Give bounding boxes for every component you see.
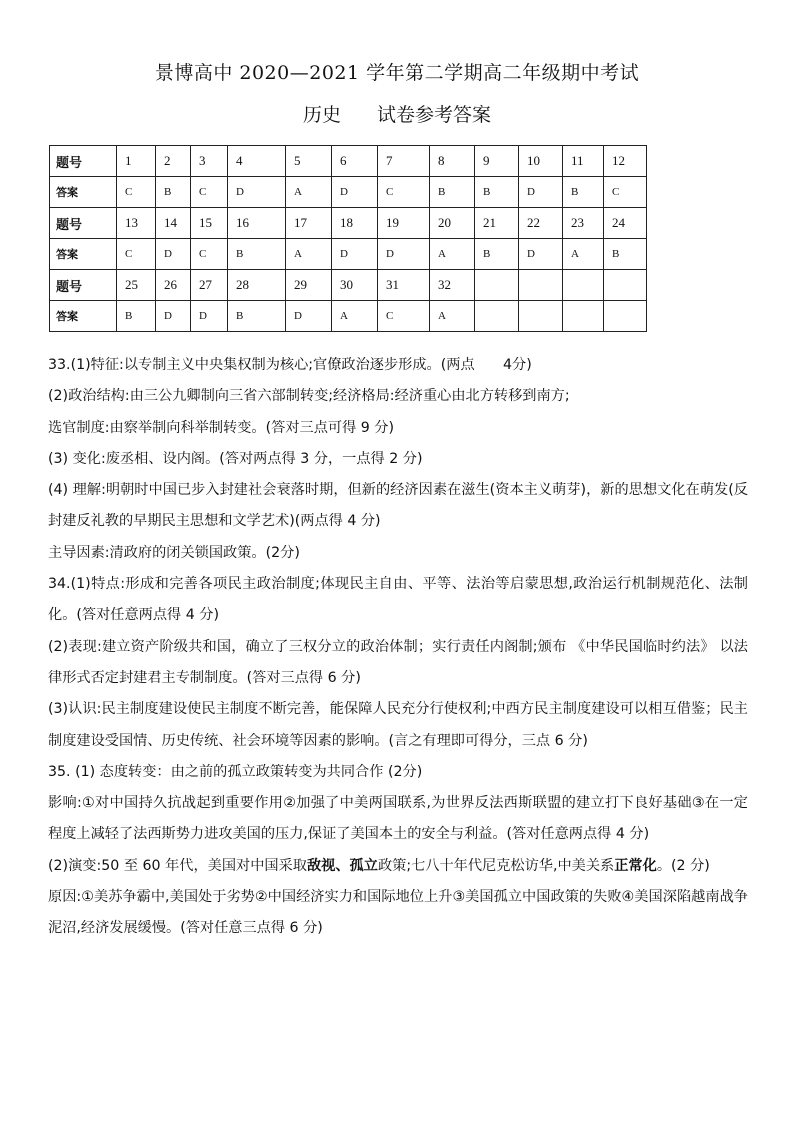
table-cell: D xyxy=(332,239,378,270)
table-cell xyxy=(519,301,563,332)
table-cell: 17 xyxy=(286,208,332,239)
table-cell: 8 xyxy=(430,146,475,177)
answer-table xyxy=(49,145,647,332)
q35-part1-impact: 影响:①对中国持久抗战起到重要作用②加强了中美两国联系,为世界反法西斯联盟的建立打下良好基础③在一定程度上减轻了法西斯势力进攻美国的压力,保证了美国本土的安全与利益。(答对任意两点得 4 分) xyxy=(48,795,748,843)
table-row xyxy=(50,177,647,208)
table-cell: B xyxy=(228,301,286,332)
table-cell: 23 xyxy=(563,208,604,239)
q33-part1: 33.(1)特征:以专制主义中央集权制为核心;官僚政治逐步形成。(两点 4分) xyxy=(48,357,532,373)
table-cell: A xyxy=(563,239,604,270)
table-cell: 1 xyxy=(117,146,156,177)
table-row xyxy=(50,239,647,270)
q35-bold-sep: 、 xyxy=(335,857,350,874)
q33-part2-cont: 选官制度:由察举制向科举制转变。(答对三点可得 9 分) xyxy=(48,419,395,436)
table-cell: D xyxy=(378,239,430,270)
table-row xyxy=(50,301,647,332)
table-cell: 12 xyxy=(604,146,647,177)
table-cell: A xyxy=(286,239,332,270)
q33-part4-factor: 主导因素:清政府的闭关锁国政策。(2分) xyxy=(48,544,300,561)
q35-part1: 35. (1) 态度转变：由之前的孤立政策转变为共同合作 (2分) xyxy=(48,763,423,780)
q35-part2-text-a: (2)演变:50 至 60 年代，美国对中国采取 xyxy=(48,857,307,874)
table-cell: 2 xyxy=(156,146,191,177)
table-cell xyxy=(563,270,604,301)
table-cell: 28 xyxy=(228,270,286,301)
q35-part2-reason: 原因:①美苏争霸中,美国处于劣势②中国经济实力和国际地位上升③美国孤立中国政策的失败④美国深陷越南战争泥沼,经济发展缓慢。(答对任意三点得 6 分) xyxy=(48,889,748,937)
table-cell: D xyxy=(519,177,563,208)
table-cell: 26 xyxy=(156,270,191,301)
q35-bold-hostile: 敌视 xyxy=(306,857,336,874)
table-cell: B xyxy=(475,177,519,208)
table-row xyxy=(50,146,647,177)
table-cell: 24 xyxy=(604,208,647,239)
table-row xyxy=(50,208,647,239)
table-cell xyxy=(475,270,519,301)
q33-part2: (2)政治结构:由三公九卿制向三省六部制转变;经济格局:经济重心由北方转移到南方; xyxy=(48,388,570,405)
table-row xyxy=(50,270,647,301)
table-cell: A xyxy=(430,301,475,332)
q35-part2-text-d: 。(2 分) xyxy=(656,857,710,874)
table-cell xyxy=(475,301,519,332)
q35-part2-text-c: 政策;七八十年代尼克松访华,中美关系 xyxy=(377,857,615,874)
table-cell: 29 xyxy=(286,270,332,301)
table-cell: B xyxy=(475,239,519,270)
table-cell: 22 xyxy=(519,208,563,239)
table-cell: D xyxy=(156,301,191,332)
q34-part3: (3)认识:民主制度建设使民主制度不断完善，能保障人民充分行使权利;中西方民主制度建设可以相互借鉴；民主制度建设受国情、历史传统、社会环境等因素的影响。(言之有理即可得分，三点 6 分) xyxy=(48,701,748,749)
q35-bold-isolate: 孤立 xyxy=(349,857,378,874)
table-cell: A xyxy=(430,239,475,270)
table-cell: C xyxy=(117,177,156,208)
table-cell: C xyxy=(191,177,228,208)
table-cell: 13 xyxy=(117,208,156,239)
q33-part3: (3) 变化:废丞相、设内阁。(答对两点得 3 分，一点得 2 分) xyxy=(48,450,423,467)
table-cell: 27 xyxy=(191,270,228,301)
table-cell: 3 xyxy=(191,146,228,177)
exam-title: 景博高中 2020—2021 学年第二学期高二年级期中考试 xyxy=(154,62,640,84)
table-cell: B xyxy=(563,177,604,208)
table-cell: D xyxy=(519,239,563,270)
table-cell: B xyxy=(117,301,156,332)
exam-subtitle xyxy=(0,100,794,127)
table-cell xyxy=(604,270,647,301)
table-cell: 16 xyxy=(228,208,286,239)
table-cell: B xyxy=(228,239,286,270)
table-cell: D xyxy=(156,239,191,270)
table-cell: D xyxy=(228,177,286,208)
row-label: 答案 xyxy=(50,177,117,208)
table-cell: C xyxy=(191,239,228,270)
q35-bold-normalize: 正常化 xyxy=(614,857,657,874)
table-cell: 31 xyxy=(378,270,430,301)
table-cell: 20 xyxy=(430,208,475,239)
table-cell: 4 xyxy=(228,146,286,177)
table-cell: B xyxy=(604,239,647,270)
row-label: 题号 xyxy=(50,146,117,177)
table-cell: C xyxy=(378,301,430,332)
q34-part2: (2)表现:建立资产阶级共和国，确立了三权分立的政治体制；实行责任内阁制;颁布 《中华民国临时约法》 以法律形式否定封建君主专制制度。(答对三点得 6 分) xyxy=(48,638,748,686)
table-cell: 11 xyxy=(563,146,604,177)
table-cell: 15 xyxy=(191,208,228,239)
table-cell: B xyxy=(430,177,475,208)
table-cell: C xyxy=(378,177,430,208)
table-cell: 32 xyxy=(430,270,475,301)
table-cell: 25 xyxy=(117,270,156,301)
table-cell: D xyxy=(286,301,332,332)
table-cell xyxy=(519,270,563,301)
table-cell xyxy=(563,301,604,332)
row-label: 题号 xyxy=(50,270,117,301)
subject-label: 历史 xyxy=(302,104,341,126)
answer-explanations xyxy=(48,350,748,945)
table-cell: B xyxy=(156,177,191,208)
table-cell: 7 xyxy=(378,146,430,177)
table-cell: 19 xyxy=(378,208,430,239)
table-cell: D xyxy=(332,177,378,208)
table-cell: 21 xyxy=(475,208,519,239)
row-label: 答案 xyxy=(50,301,117,332)
table-cell: 14 xyxy=(156,208,191,239)
table-cell: 18 xyxy=(332,208,378,239)
row-label: 题号 xyxy=(50,208,117,239)
table-cell: 6 xyxy=(332,146,378,177)
table-cell: A xyxy=(332,301,378,332)
table-cell: 5 xyxy=(286,146,332,177)
table-cell: A xyxy=(286,177,332,208)
table-cell: C xyxy=(117,239,156,270)
row-label: 答案 xyxy=(50,239,117,270)
q33-part4: (4) 理解:明朝时中国已步入封建社会衰落时期，但新的经济因素在滋生(资本主义萌芽)，新的思想文化在萌发(反封建反礼教的早期民主思想和文学艺术)(两点得 4 分) xyxy=(48,482,748,530)
doc-type-label: 试卷参考答案 xyxy=(377,104,492,126)
table-cell: C xyxy=(604,177,647,208)
table-cell: 30 xyxy=(332,270,378,301)
table-cell xyxy=(604,301,647,332)
q34-part1: 34.(1)特点:形成和完善各项民主政治制度;体现民主自由、平等、法治等启蒙思想,政治运行机制规范化、法制化。(答对任意两点得 4 分) xyxy=(48,576,748,624)
table-cell: 9 xyxy=(475,146,519,177)
q35-part2 xyxy=(48,851,748,882)
table-cell: 10 xyxy=(519,146,563,177)
table-cell: D xyxy=(191,301,228,332)
